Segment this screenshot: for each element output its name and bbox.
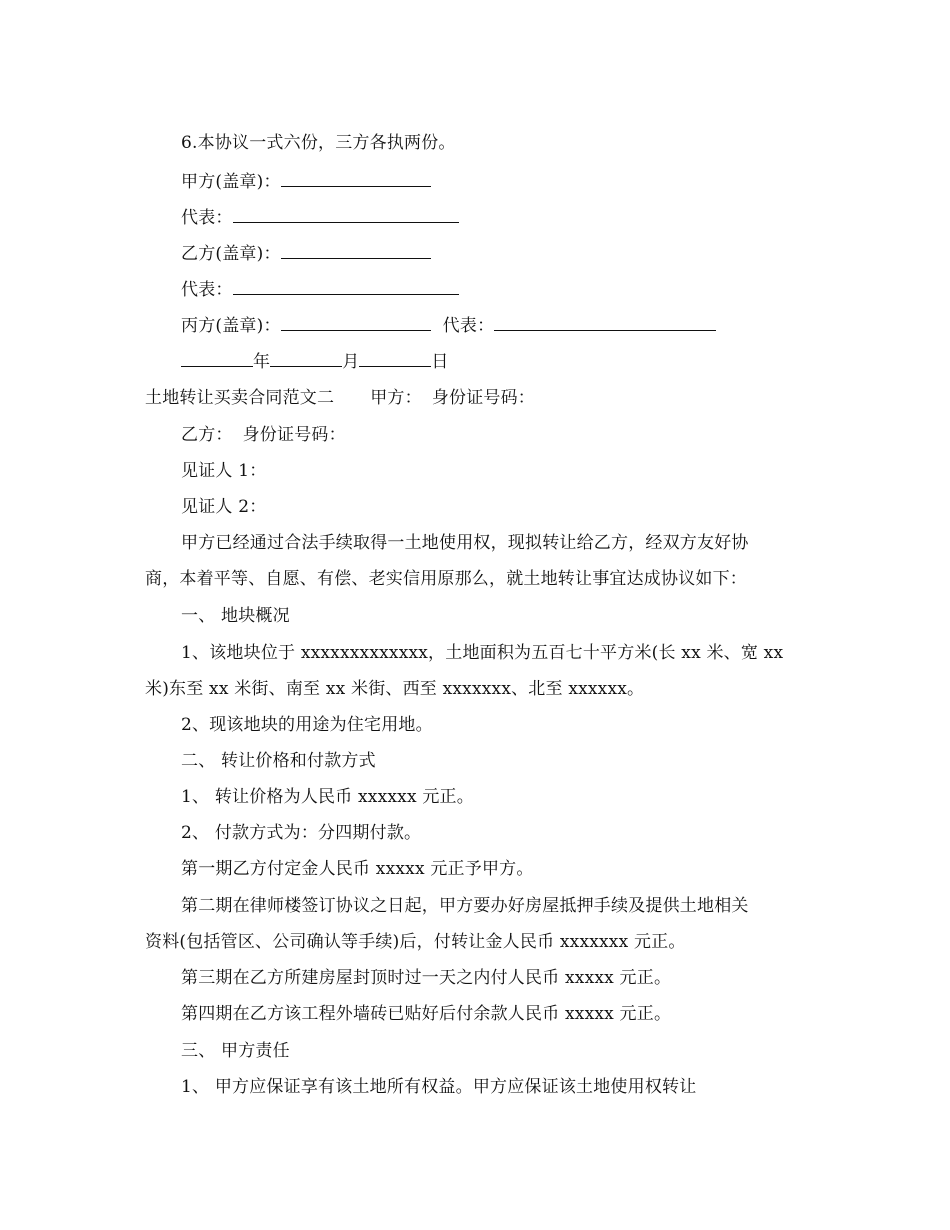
party-a-representative-blank [233, 206, 459, 223]
year-label: 年 [253, 352, 271, 372]
party-b-seal-label: 乙方(盖章)： [181, 244, 281, 264]
section-1-item-1-line-1: 1、该地块位于 xxxxxxxxxxxxx，土地面积为五百七十平方米(长 xx 米、宽 xx [181, 643, 784, 663]
section-2-heading: 二、 转让价格和付款方式 [181, 751, 376, 771]
section-3-item-1: 1、 甲方应保证享有该土地所有权益。甲方应保证该土地使用权转让 [181, 1077, 697, 1097]
payment-phase-2-line-1: 第二期在律师楼签订协议之日起，甲方要办好房屋抵押手续及提供土地相关 [181, 896, 749, 916]
payment-phase-1: 第一期乙方付定金人民币 xxxxx 元正予甲方。 [181, 859, 534, 879]
party-a-seal-label: 甲方(盖章)： [181, 172, 281, 192]
preamble-line-1: 甲方已经通过合法手续取得一土地使用权，现拟转让给乙方，经双方友好协 [181, 533, 749, 553]
party-a-seal-line [181, 170, 431, 193]
date-line [181, 350, 449, 373]
party-c-representative-label: 代表： [442, 316, 495, 336]
party-b-representative-label: 代表： [181, 280, 233, 300]
payment-phase-4: 第四期在乙方该工程外墙砖已贴好后付余款人民币 xxxxx 元正。 [181, 1004, 672, 1024]
title-party-a-label: 甲方： [370, 388, 422, 408]
year-blank [181, 350, 253, 367]
party-b-seal-blank [281, 242, 431, 259]
month-blank [270, 350, 342, 367]
witness-2: 见证人 2： [181, 497, 267, 517]
section-3-heading: 三、 甲方责任 [181, 1041, 290, 1061]
contract-title: 土地转让买卖合同范文二 [145, 388, 335, 408]
preamble-line-2: 商，本着平等、自愿、有偿、老实信用原那么，就土地转让事宜达成协议如下： [145, 569, 747, 589]
contract-title-line [145, 387, 535, 409]
party-c-seal-line [181, 314, 716, 337]
party-a-representative-label: 代表： [181, 208, 233, 228]
payment-phase-3: 第三期在乙方所建房屋封顶时过一天之内付人民币 xxxxx 元正。 [181, 968, 672, 988]
payment-phase-2-line-2: 资料(包括管区、公司确认等手续)后，付转让金人民币 xxxxxxx 元正。 [145, 932, 686, 952]
title-party-a-id-label: 身份证号码： [431, 388, 536, 408]
party-c-seal-label: 丙方(盖章)： [181, 316, 281, 336]
party-b-representative-line [181, 278, 459, 301]
party-b-id-line [181, 424, 346, 446]
day-label: 日 [431, 352, 449, 372]
witness-1: 见证人 1： [181, 461, 267, 481]
party-c-seal-blank [281, 314, 431, 331]
section-1-item-1-line-2: 米)东至 xx 米街、南至 xx 米街、西至 xxxxxxx、北至 xxxxxx。 [145, 679, 645, 699]
section-1-item-2: 2、现该地块的用途为住宅用地。 [181, 715, 433, 735]
party-a-seal-blank [281, 170, 431, 187]
day-blank [359, 350, 431, 367]
section-1-heading: 一、 地块概况 [181, 606, 290, 626]
party-a-representative-line [181, 206, 459, 229]
party-b-id-label: 身份证号码： [242, 425, 346, 445]
month-label: 月 [342, 352, 360, 372]
section-2-item-1: 1、 转让价格为人民币 xxxxxx 元正。 [181, 787, 474, 807]
party-b-label: 乙方： [181, 425, 233, 445]
party-c-representative-blank [494, 314, 716, 331]
clause-6: 6.本协议一式六份，三方各执两份。 [181, 133, 456, 153]
party-b-seal-line [181, 242, 431, 265]
section-2-item-2: 2、 付款方式为：分四期付款。 [181, 823, 422, 843]
party-b-representative-blank [233, 278, 459, 295]
